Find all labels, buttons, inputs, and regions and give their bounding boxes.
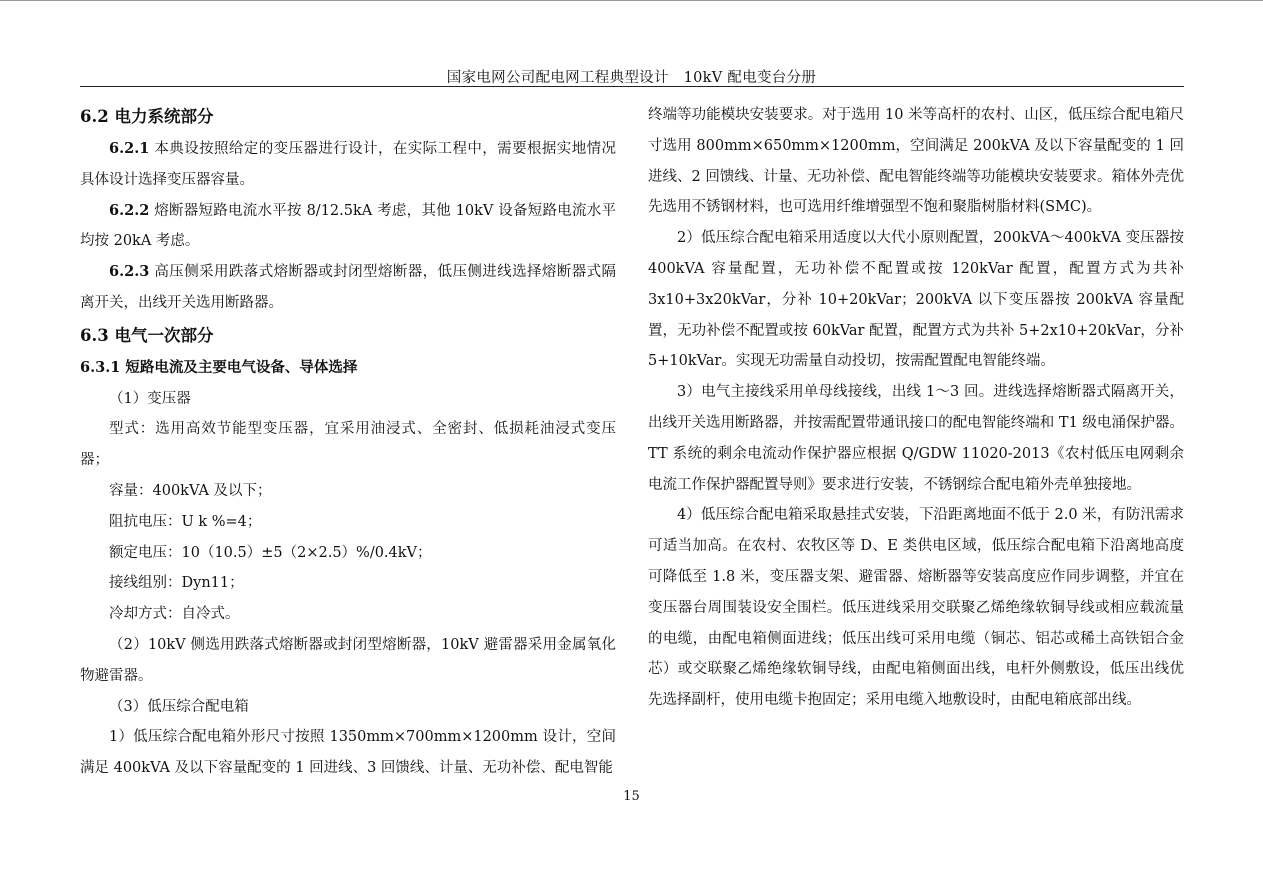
clause-text: 高压侧采用跌落式熔断器或封闭型熔断器，低压侧进线选择熔断器式隔离开关，出线开关选用断路器。	[80, 264, 616, 311]
impedance-voltage: 阻抗电压：U k %=4；	[109, 513, 262, 530]
box-configuration-paragraph: 2）低压综合配电箱采用适度以大代小原则配置，200kVA～400kVA 变压器按 400kVA 容量配置，无功补偿不配置或按 120kVar 配置，配置方式为共补 3x10+3x20kVar，分补 10+20kVar；200kVA 以下变压器按 200kVA 容量配置，无功补偿不配置或按 60kVar 配置，配置方式为共补 5+2x10+20kVar，分补 5+10kVar。实现无功需量自动投切，按需配置配电智能终端。	[648, 230, 1184, 370]
left-column	[80, 100, 616, 784]
paragraph-6-2-2	[80, 196, 616, 258]
cooling-method: 冷却方式：自冷式。	[109, 606, 240, 623]
page-number: 15	[623, 789, 640, 804]
top-border-line	[0, 0, 1263, 1]
section-heading-6-2: 6.2 电力系统部分	[80, 107, 214, 126]
clause-text: 本典设按照给定的变压器进行设计，在实际工程中，需要根据实地情况具体设计选择变压器容量。	[80, 141, 616, 188]
running-header: 国家电网公司配电网工程典型设计 10kV 配电变台分册	[446, 70, 817, 86]
clause-number: 6.2.1	[109, 140, 150, 157]
header-rule	[80, 86, 1184, 87]
item-distribution-box: （3）低压综合配电箱	[109, 698, 249, 715]
installation-paragraph: 4）低压综合配电箱采取悬挂式安装，下沿距离地面不低于 2.0 米，有防汛需求可适当加高。在农村、农牧区等 D、E 类供电区域，低压综合配电箱下沿离地高度可降低至 1.8 米，变压器支架、避雷器、熔断器等安装高度应作同步调整，并宜在变压器台周围装设安全围栏。低压进线采用交联聚乙烯绝缘软铜导线或相应载流量的电缆，由配电箱侧面进线；低压出线可采用电缆（铜芯、铝芯或稀土高铁铝合金芯）或交联聚乙烯绝缘软铜导线，由配电箱侧面出线，电杆外侧敷设，低压出线优先选择副杆，使用电缆卡抱固定；采用电缆入地敷设时，由配电箱底部出线。	[648, 507, 1184, 709]
clause-number: 6.2.2	[109, 201, 150, 219]
subsection-heading-6-3-1: 6.3.1 短路电流及主要电气设备、导体选择	[80, 358, 358, 376]
paragraph-6-2-3	[80, 257, 616, 319]
item-transformer: （1）变压器	[109, 390, 191, 407]
transformer-type: 型式：选用高效节能型变压器，宜采用油浸式、全密封、低损耗油浸式变压器；	[80, 421, 616, 469]
clause-text: 熔断器短路电流水平按 8/12.5kA 考虑，其他 10kV 设备短路电流水平均按 20kA 考虑。	[80, 202, 616, 250]
transformer-capacity: 容量：400kVA 及以下；	[109, 482, 272, 499]
main-wiring-paragraph: 3）电气主接线采用单母线接线，出线 1～3 回。进线选择熔断器式隔离开关，出线开关选用断路器，并按需配置带通讯接口的配电智能终端和 T1 级电涌保护器。TT 系统的剩余电流动作保护器应根据 Q/GDW 11020-2013《农村低压电网剩余电流工作保护器配置导则》要求进行安装，不锈钢综合配电箱外壳单独接地。	[648, 384, 1184, 493]
item-fuse-arrester: （2）10kV 侧选用跌落式熔断器或封闭型熔断器，10kV 避雷器采用金属氧化物避雷器。	[80, 636, 616, 684]
paragraph-6-2-1	[80, 134, 616, 196]
box-dimension-continued: 终端等功能模块安装要求。对于选用 10 米等高杆的农村、山区，低压综合配电箱尺寸选用 800mm×650mm×1200mm，空间满足 200kVA 及以下容量配变的 1 回进线、2 回馈线、计量、无功补偿、配电智能终端等功能模块安装要求。箱体外壳优先选用不锈钢材料，也可选用纤维增强型不饱和聚脂树脂材料(SMC)。	[648, 107, 1184, 216]
connection-group: 接线组别：Dyn11；	[109, 575, 244, 592]
rated-voltage: 额定电压：10（10.5）±5（2×2.5）%/0.4kV；	[109, 544, 432, 561]
right-column	[648, 100, 1184, 716]
clause-number: 6.2.3	[109, 263, 150, 281]
box-dimension-paragraph: 1）低压综合配电箱外形尺寸按照 1350mm×700mm×1200mm 设计，空间满足 400kVA 及以下容量配变的 1 回进线、3 回馈线、计量、无功补偿、配电智能	[80, 729, 616, 777]
section-heading-6-3: 6.3 电气一次部分	[80, 325, 214, 345]
